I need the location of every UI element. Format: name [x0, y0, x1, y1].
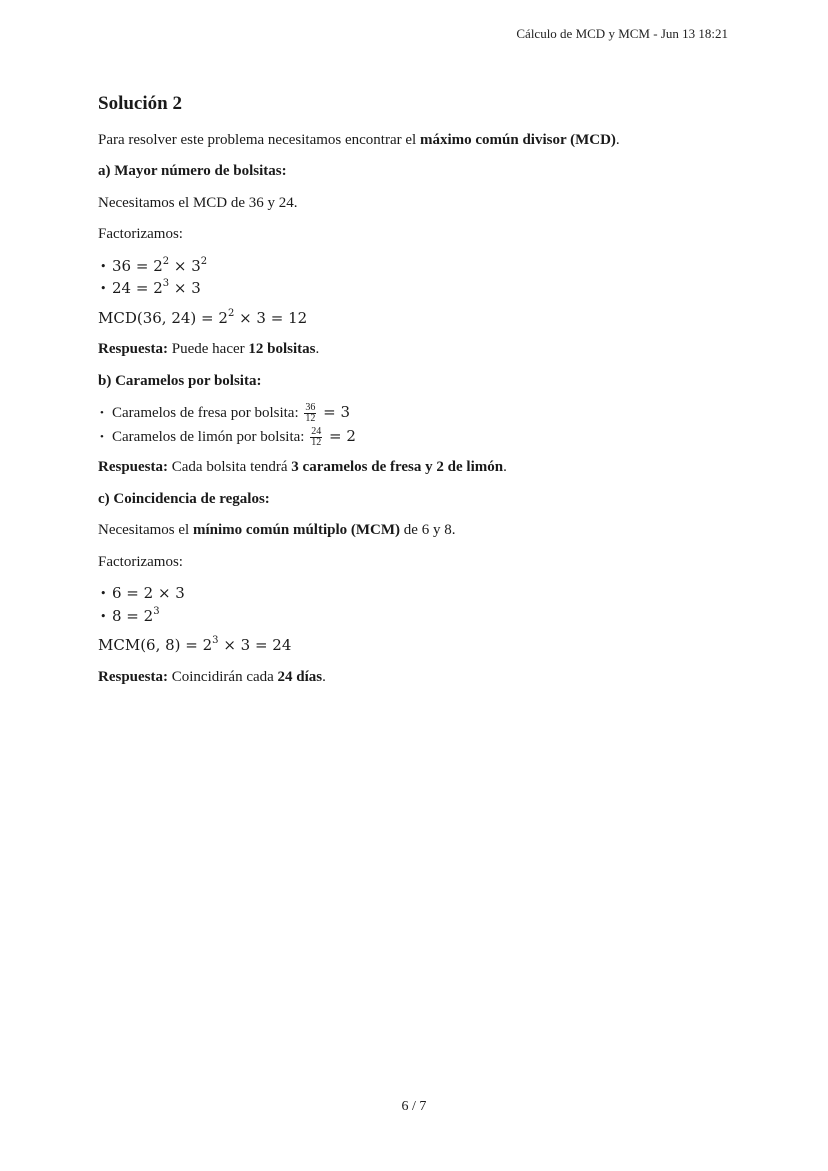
- list-item: • 6 = 2 × 3: [100, 584, 185, 603]
- part-b-list: [98, 403, 738, 448]
- list-item: • Caramelos de limón por bolsita: $\frac{24}{12}$ = 2: [100, 426, 356, 449]
- part-a-line2: Factorizamos:: [98, 226, 183, 243]
- part-a-result: MCD(36, $24) = 2^2 \times 3 = 12$: [98, 307, 308, 327]
- fraction: $\frac{24}{12}$: [311, 426, 322, 449]
- part-c-factor-list: [98, 584, 738, 626]
- part-c-title: c) Coincidencia de regalos:: [98, 490, 270, 507]
- part-c-line2: Factorizamos:: [98, 553, 183, 570]
- part-b-title: b) Caramelos por bolsita:: [98, 372, 262, 389]
- page-number: 6 / 7: [401, 1099, 427, 1114]
- page-header: Cálculo de MCD y MCM - Jun 13 18:21: [516, 26, 728, 41]
- list-item: • Caramelos de fresa por bolsita: $\frac{36}{12}$ = 3: [100, 402, 351, 425]
- list-item: • $36 = 2^2 \times 3^2$: [100, 255, 208, 275]
- intro-paragraph: Para resolver este problema necesitamos encontrar el máximo común divisor (MCD).: [98, 131, 620, 148]
- list-item: • $24 = 2^3 \times 3$: [100, 278, 201, 298]
- fraction: $\frac{36}{12}$: [305, 402, 316, 425]
- part-b-answer: Respuesta: Cada bolsita tendrá 3 caramelos de fresa y 2 de limón.: [98, 459, 507, 476]
- list-item: • $8 = 2^3$: [100, 605, 160, 625]
- part-a-title: a) Mayor número de bolsitas:: [98, 163, 287, 180]
- part-a-line1: Necesitamos el MCD de 36 y 24.: [98, 194, 298, 211]
- section-title: Solución 2: [98, 93, 182, 114]
- part-c-result: MCM(6, $8) = 2^3 \times 3 = 24$: [98, 635, 292, 655]
- part-c-answer: Respuesta: Coincidirán cada 24 días.: [98, 668, 326, 685]
- document-body: [98, 92, 738, 699]
- part-a-factor-list: [98, 257, 738, 299]
- part-a-answer: Respuesta: Puede hacer 12 bolsitas.: [98, 341, 320, 358]
- part-c-line1: Necesitamos el mínimo común múltiplo (MCM) de 6 y 8.: [98, 522, 456, 539]
